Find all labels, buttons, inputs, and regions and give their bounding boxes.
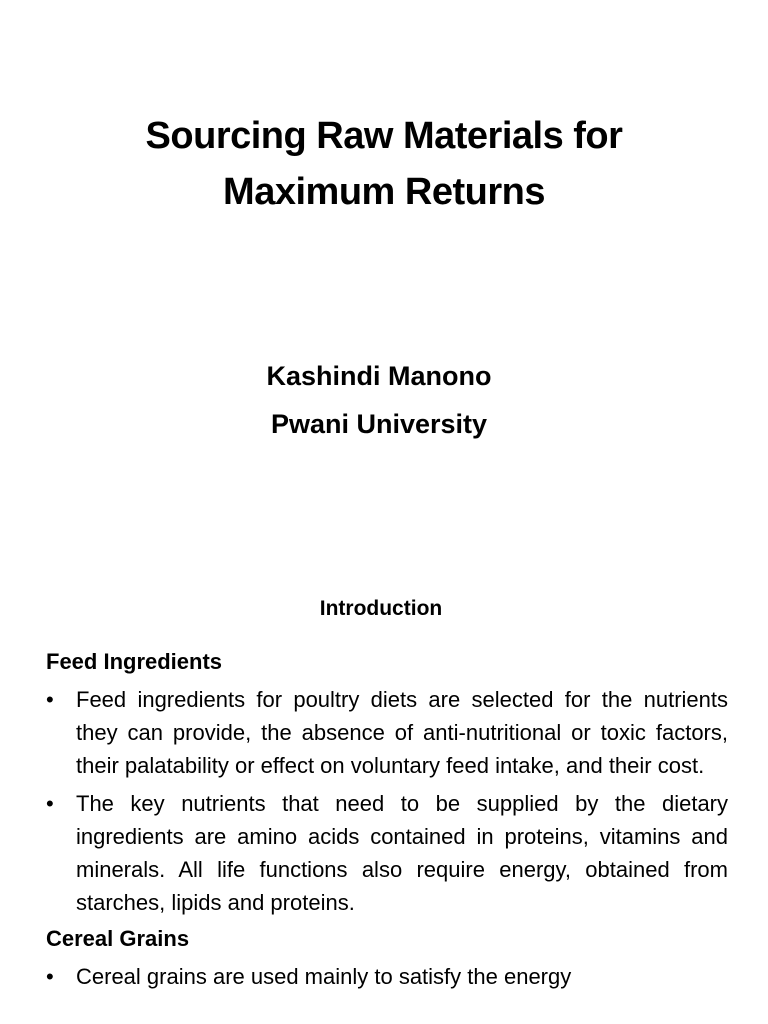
- author-block: [0, 352, 758, 448]
- author-name: Kashindi Manono: [266, 361, 492, 391]
- bullet-dot-icon: •: [46, 687, 54, 712]
- section-heading-feed-ingredients: Feed Ingredients: [46, 649, 223, 674]
- list-item: [46, 787, 728, 919]
- title-line-1: Sourcing Raw Materials for: [145, 115, 623, 157]
- list-item-text: The key nutrients that need to be supplied by the dietary ingredients are amino acids contained in proteins, vitamins and minerals. All life functions also require energy, obtained from starches, lipids and proteins.: [76, 791, 728, 915]
- section-heading-cereal-grains: Cereal Grains: [46, 926, 190, 951]
- bullet-dot-icon: •: [46, 791, 54, 816]
- author-affiliation: Pwani University: [270, 409, 488, 439]
- bullet-dot-icon: •: [46, 964, 54, 989]
- page-title: [0, 108, 768, 220]
- list-item-text: Feed ingredients for poultry diets are selected for the nutrients they can provide, the absence of anti-nutritional or toxic factors, their palatability or effect on voluntary feed intake, and their cost.: [76, 687, 728, 778]
- introduction-heading: Introduction: [319, 597, 443, 620]
- title-line-2: Maximum Returns: [223, 171, 545, 213]
- document-body: [46, 646, 728, 997]
- list-item: [46, 960, 728, 993]
- list-item: [46, 683, 728, 782]
- list-item-text: Cereal grains are used mainly to satisfy the energy: [76, 964, 572, 989]
